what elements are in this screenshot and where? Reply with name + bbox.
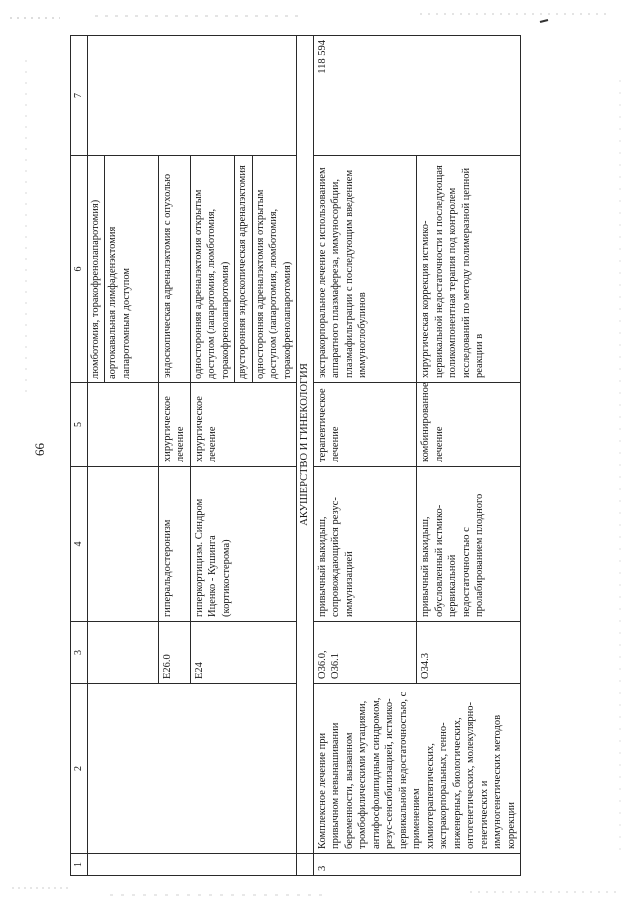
col-header-5: 5 <box>71 383 88 467</box>
icd-code: O34.3 <box>417 622 521 684</box>
col-header-2: 2 <box>71 684 88 854</box>
col-header-1: 1 <box>71 854 88 876</box>
section-title: АКУШЕРСТВО И ГИНЕКОЛОГИЯ <box>297 36 314 854</box>
col-header-4: 4 <box>71 467 88 622</box>
price: 118 594 <box>313 36 521 156</box>
procedures-table <box>70 35 521 876</box>
cont-method-cell <box>87 156 158 383</box>
treatment-method: хирургическая коррекция истмико-цервикальной недостаточности и последующая поликомпонентная терапия под контролем исследований по методу полимеразной цепной реакции в <box>417 156 521 383</box>
continuation-row-top <box>87 36 158 876</box>
treatment-method: экстракорпоральное лечение с использованием аппаратного плазмафереза, иммуносорбции, плазмафильтрации с последующим введением иммуноглобулинов <box>313 156 417 383</box>
cont-treatment-cell <box>87 383 158 467</box>
patient-model: привычный выкидыш, сопровождающийся резус-иммунизацией <box>313 467 417 622</box>
icd-code: O36.0, O36.1 <box>313 622 417 684</box>
treatment-type: хирургическое лечение <box>190 383 297 467</box>
page-number: 66 <box>32 443 47 456</box>
col-header-6: 6 <box>71 156 88 383</box>
procedure-name: Комплексное лечение при привычном невынашивании беременности, вызванном тромбофилическими мутациями, антифосфолипидным синдромом, резус-сенсибилизацией, истмико-цервикальной недостаточностью, с применением химиотерапевтических, экстракорпоральных, генно-инженерных, биологических, онтогенетических, молекулярно-генетических и иммуногенетических методов коррекции <box>313 684 521 854</box>
patient-model: гиперальдостеронизм <box>158 467 190 622</box>
table-row <box>313 36 417 876</box>
column-number-row <box>71 36 88 876</box>
method-item: двусторонняя эндоскопическая адреналэктомия <box>235 156 253 382</box>
col-header-3: 3 <box>71 622 88 684</box>
method-list <box>190 156 297 383</box>
col-header-7: 7 <box>71 36 88 156</box>
treatment-type: терапевтическое лечение <box>313 383 417 467</box>
cont-num-cell <box>87 854 297 876</box>
method-item: эндоскопическая адреналэктомия с опухолью <box>158 156 190 383</box>
row-number: 3 <box>313 854 521 876</box>
method-item: односторонняя адреналэктомия открытым доступом (лапаротомия, люмботомия, торакофренолапаротомия) <box>254 189 293 379</box>
cont-name-cell <box>87 684 297 854</box>
method-item: люмботомия, торакофренолапаротомия) <box>88 156 106 382</box>
rotated-table-container <box>70 36 590 876</box>
cont-model-cell <box>87 467 158 622</box>
section-num-cell <box>297 854 314 876</box>
icd-code: E26.0 <box>158 622 190 684</box>
method-item: односторонняя адреналэктомия открытым доступом (лапаротомия, люмботомия, торакофренолапаротомия) <box>191 156 236 382</box>
cont-price-cell <box>87 36 297 156</box>
patient-model: привычный выкидыш, обусловленный истмико-цервикальной недостаточностью с пролабированием плодного <box>417 467 521 622</box>
method-item: аортокавальная лимфаденэктомия лапаротомным доступом <box>107 226 132 379</box>
cont-code-cell <box>87 622 158 684</box>
treatment-type: хирургическое лечение <box>158 383 190 467</box>
section-row <box>297 36 314 876</box>
icd-code: E24 <box>190 622 297 684</box>
patient-model: гиперкортицизм. Синдром Иценко - Кушинга (кортикостерома) <box>190 467 297 622</box>
treatment-type: комбинированное лечение <box>417 383 521 467</box>
